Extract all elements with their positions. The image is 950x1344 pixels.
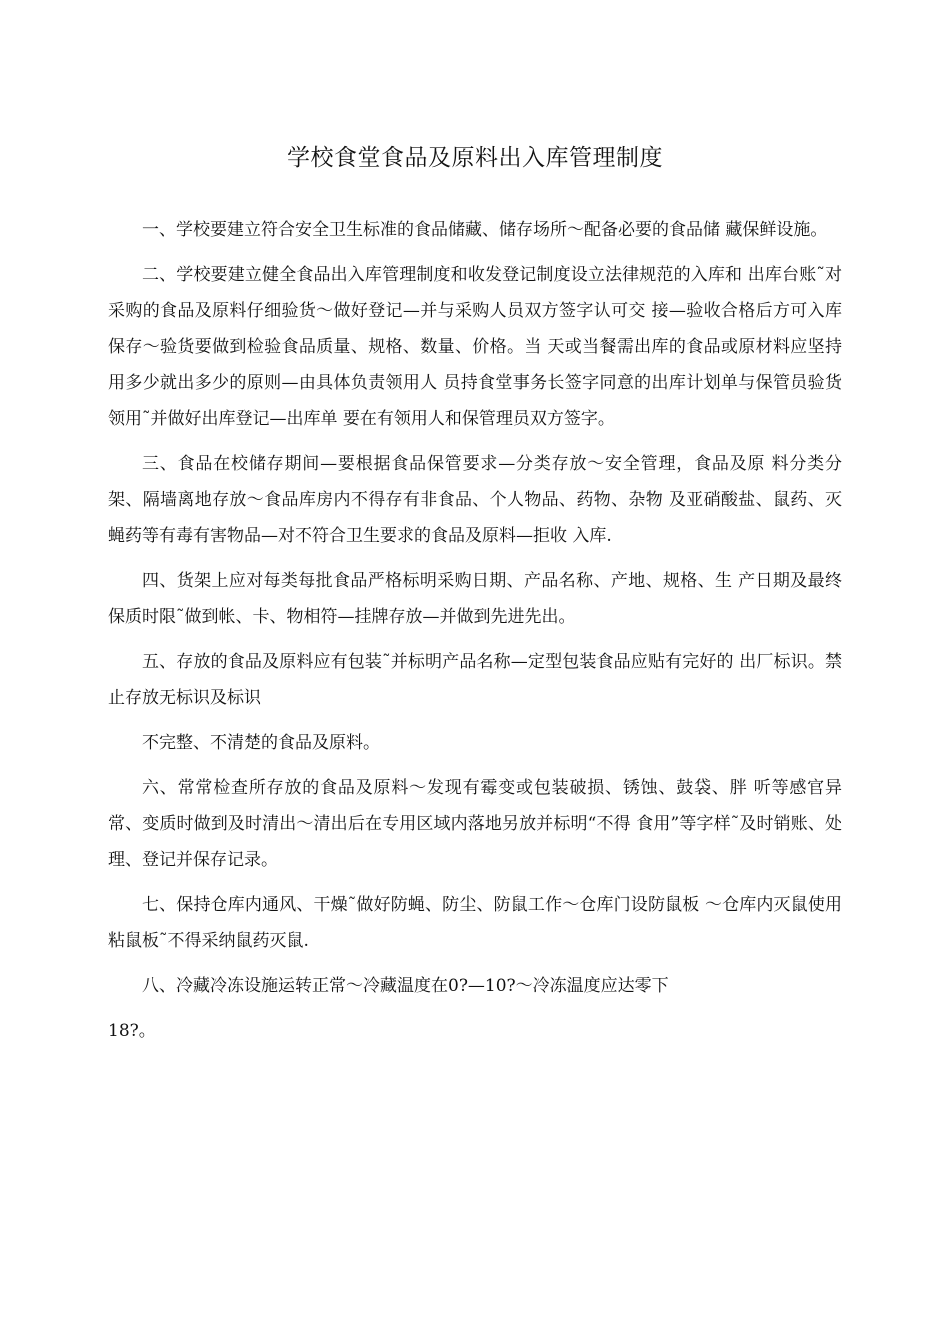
paragraph-5: 五、存放的食品及原料应有包装˜并标明产品名称—定型包装食品应贴有完好的 出厂标识。禁止存放无标识及标识 <box>108 652 842 708</box>
paragraph-1: 一、学校要建立符合安全卫生标准的食品储藏、储存场所〜配备必要的食品储 藏保鲜设施。 <box>142 220 828 240</box>
paragraph-5-continuation: 不完整、不清楚的食品及原料。 <box>142 733 380 753</box>
document-title: 学校食堂食品及原料出入库管理制度 <box>287 145 663 171</box>
paragraph-4: 四、货架上应对每类每批食品严格标明采购日期、产品名称、产地、规格、生 产日期及最终保质时限˜做到帐、卡、物相符—挂牌存放—并做到先进先出。 <box>108 571 842 627</box>
paragraph-6: 六、常常检查所存放的食品及原料〜发现有霉变或包装破损、锈蚀、鼓袋、胖 听等感官异常、变质时做到及时清出〜清出后在专用区域内落地另放并标明“不得 食用”等字样˜及时销账、处理、登记并保存记录。 <box>108 778 842 870</box>
paragraph-8-continuation: 18?。 <box>108 1021 156 1041</box>
paragraph-8: 八、冷藏冷冻设施运转正常〜冷藏温度在0?—10?〜冷冻温度应达零下 <box>142 976 669 996</box>
paragraph-7: 七、保持仓库内通风、干燥˜做好防蝇、防尘、防鼠工作〜仓库门设防鼠板 〜仓库内灭鼠使用粘鼠板˜不得采纳鼠药灭鼠. <box>108 895 842 951</box>
paragraph-3: 三、食品在校储存期间—要根据食品保管要求—分类存放〜安全管理，食品及原 料分类分架、隔墙离地存放〜食品库房内不得存有非食品、个人物品、药物、杂物 及亚硝酸盐、鼠药、灭蝇药等有毒有害物品—对不符合卫生要求的食品及原料—拒收 入库. <box>108 454 842 546</box>
paragraph-2: 二、学校要建立健全食品出入库管理制度和收发登记制度设立法律规范的入库和 出库台账˜对采购的食品及原料仔细验货〜做好登记—并与采购人员双方签字认可交 接—验收合格后方可入库保存〜验货要做到检验食品质量、规格、数量、价格。当 天或当餐需出库的食品或原材料应坚持用多少就出多少的原则—由具体负责领用人 员持食堂事务长签字同意的出库计划单与保管员验货领用˜并做好出库登记—出库单 要在有领用人和保管理员双方签字。 <box>108 265 842 429</box>
